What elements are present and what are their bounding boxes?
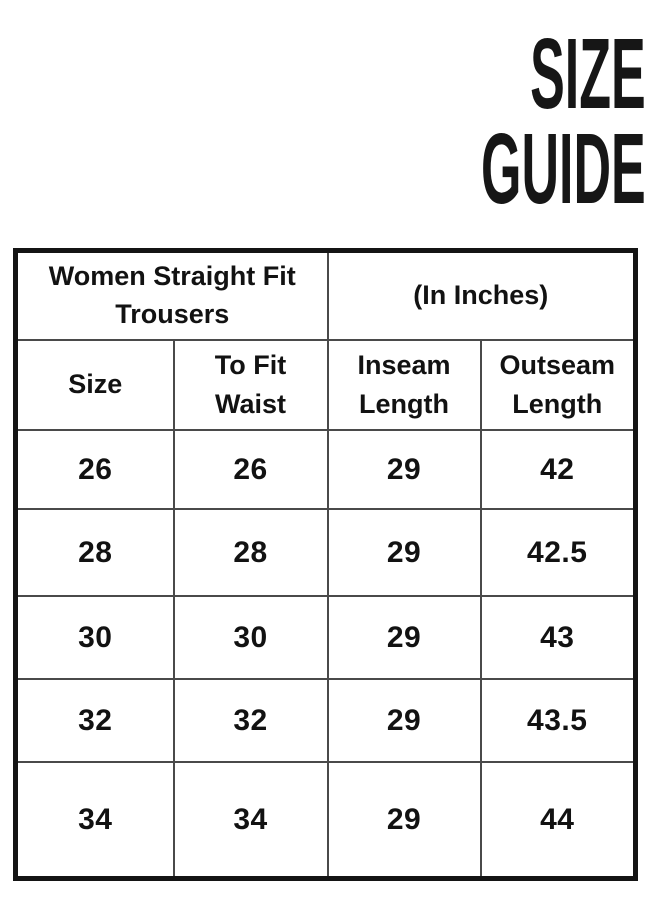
group-header-product: Women Straight Fit Trousers	[16, 251, 328, 341]
cell-size: 26	[16, 430, 174, 509]
column-header-inseam-length: Inseam Length	[328, 340, 481, 430]
column-header-size: Size	[16, 340, 174, 430]
title-line-size: SIZE	[530, 18, 646, 130]
cell-size: 34	[16, 762, 174, 879]
cell-outseam: 43	[481, 596, 636, 679]
cell-outseam: 43.5	[481, 679, 636, 762]
cell-waist: 26	[174, 430, 328, 509]
cell-waist: 30	[174, 596, 328, 679]
group-header-units: (In Inches)	[328, 251, 636, 341]
cell-outseam: 42.5	[481, 509, 636, 596]
table-row	[16, 509, 636, 596]
table-row	[16, 762, 636, 879]
group-header-row	[16, 251, 636, 341]
column-header-outseam-length: Outseam Length	[481, 340, 636, 430]
size-chart-table	[13, 248, 638, 881]
cell-waist: 28	[174, 509, 328, 596]
cell-inseam: 29	[328, 762, 481, 879]
cell-waist: 34	[174, 762, 328, 879]
column-header-row	[16, 340, 636, 430]
table-row	[16, 596, 636, 679]
cell-size: 32	[16, 679, 174, 762]
cell-size: 30	[16, 596, 174, 679]
cell-outseam: 42	[481, 430, 636, 509]
page-title	[481, 18, 646, 225]
cell-inseam: 29	[328, 679, 481, 762]
cell-size: 28	[16, 509, 174, 596]
table-row	[16, 430, 636, 509]
cell-outseam: 44	[481, 762, 636, 879]
cell-inseam: 29	[328, 430, 481, 509]
table-row	[16, 679, 636, 762]
column-header-to-fit-waist: To Fit Waist	[174, 340, 328, 430]
cell-inseam: 29	[328, 596, 481, 679]
title-line-guide: GUIDE	[481, 113, 646, 225]
cell-inseam: 29	[328, 509, 481, 596]
cell-waist: 32	[174, 679, 328, 762]
